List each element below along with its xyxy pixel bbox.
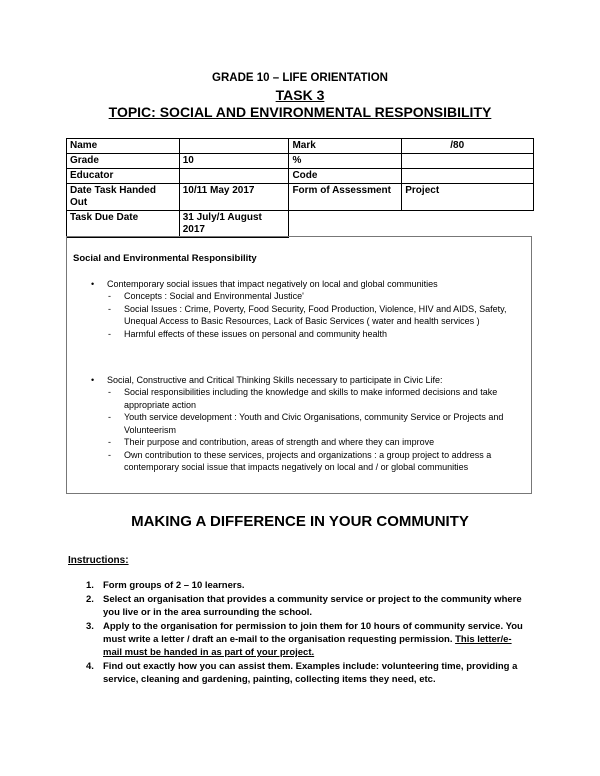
code-label: Code [289,169,402,184]
bullet-section-2 [67,374,533,474]
code-value [402,169,534,184]
box-title: Social and Environmental Responsibility [73,253,257,264]
list-item: 1. Form groups of 2 – 10 learners. [86,580,245,591]
list-item: - Concepts : Social and Environmental Justice' [108,291,304,301]
educator-value [179,169,289,184]
table-row [67,169,534,184]
info-table [66,138,534,238]
list-item: • Social, Constructive and Critical Thinking Skills necessary to participate in Civic Life: [91,375,443,385]
name-value [179,139,289,154]
date-handed-value: 10/11 May 2017 [179,184,289,211]
list-item: - Own contribution to these services, projects and organizations : a group project to address a contemporary social issue that impacts negatively on local and / or global communities [108,449,492,472]
task-heading: TASK 3 [275,87,325,103]
list-item: - Social responsibilities including the knowledge and skills to make informed decisions and take appropriate action [108,387,498,410]
list-item: - Youth service development : Youth and Civic Organisations, community Service or Projects and Volunteerism [108,412,504,435]
bullet-icon: • [91,375,95,385]
form-value: Project [402,184,534,211]
form-label: Form of Assessment [289,184,402,211]
section-heading: MAKING A DIFFERENCE IN YOUR COMMUNITY [131,513,469,530]
bullet-icon: • [91,279,95,289]
instructions-label: Instructions: [68,555,129,566]
educator-label: Educator [67,169,180,184]
list-item: - Their purpose and contribution, areas of strength and where they can improve [108,437,435,447]
mark-value: /80 [402,139,534,154]
due-value: 31 July/1 August 2017 [179,211,289,238]
instructions-list [86,579,526,687]
underlined-note: This letter/e-mail must be handed in as part of your project. [103,634,512,658]
percent-value [402,154,534,169]
name-label: Name [67,139,180,154]
table-row [67,154,534,169]
topic-heading: TOPIC: SOCIAL AND ENVIRONMENTAL RESPONSIBILITY [108,104,492,120]
list-item: - Harmful effects of these issues on personal and community health [108,328,387,339]
table-row [67,211,534,238]
table-row [67,184,534,211]
percent-label: % [289,154,402,169]
date-handed-label: Date Task Handed Out [67,184,180,211]
grade-heading: GRADE 10 – LIFE ORIENTATION [212,72,388,84]
grade-label: Grade [67,154,180,169]
mark-label: Mark [289,139,402,154]
list-item: 2. Select an organisation that provides a community service or project to the community where you live or in the area surrounding the school. [86,594,522,618]
table-row [67,139,534,154]
list-item: 4. Find out exactly how you can assist them. Examples include: volunteering time, providing a service, cleaning and gardening, painting, collecting items they need, etc. [86,661,518,685]
list-item: - Social Issues : Crime, Poverty, Food Security, Food Production, Violence, HIV and AIDS, Safety, Unequal Access to Basic Resources, Lack of Basic Services ( water and health services ) [108,303,507,326]
due-label: Task Due Date [67,211,180,238]
bullet-section-1 [67,278,533,340]
content-box [66,236,532,494]
list-item: • Contemporary social issues that impact negatively on local and global communities [91,279,438,289]
grade-value: 10 [179,154,289,169]
list-item: 3. Apply to the organisation for permission to join them for 10 hours of community service. You must write a letter / draft an e-mail to the organisation requesting permission. This letter/e-mail must be handed in as part of your project. [86,621,523,658]
